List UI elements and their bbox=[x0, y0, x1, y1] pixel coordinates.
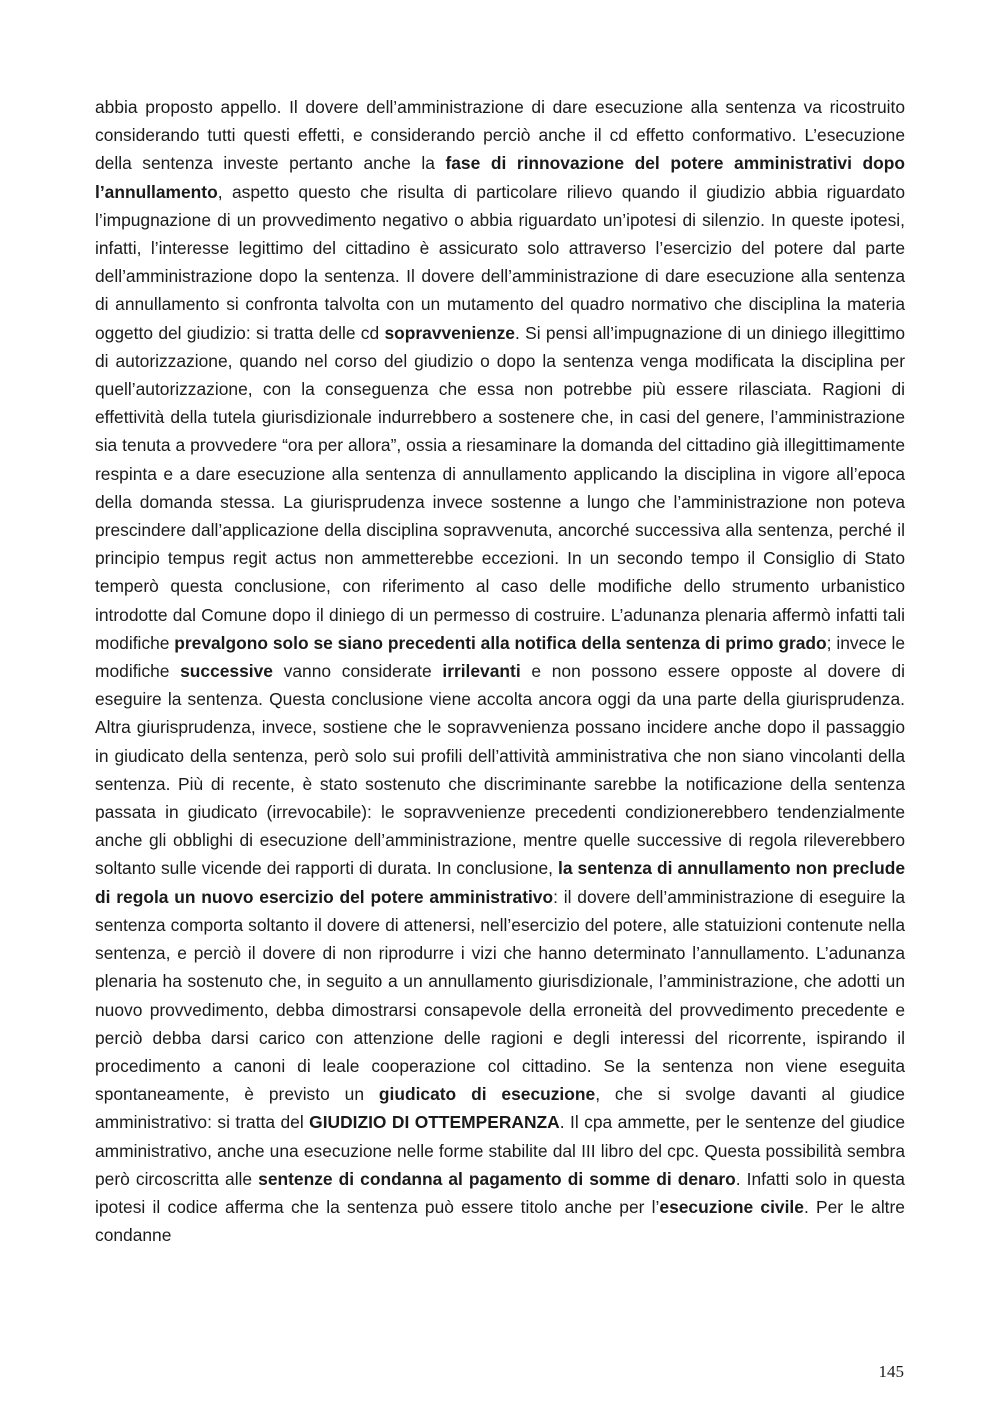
body-paragraph bbox=[95, 93, 905, 1249]
text-run: ; invece le modifiche bbox=[95, 632, 905, 682]
text-run: . Il cpa ammette, per le sentenze del giudice amministrativo, anche una esecuzione nelle forme stabilite dal III libro del cpc. Questa possibilità sembra però circoscritta alle bbox=[95, 1112, 906, 1189]
text-run: abbia proposto appello. Il dovere dell’amministrazione di dare esecuzione alla sentenza va ricostruito considerando tutti questi effetti, e considerando perciò anche il cd effetto conformativo. L’esecuzione della sentenza investe pertanto anche la bbox=[95, 97, 905, 174]
text-run: e non possono essere opposte al dovere di eseguire la sentenza. Questa conclusione viene accolta ancora oggi da una parte della giurisprudenza. Altra giurisprudenza, invece, sostiene che le sopravvenienza possano incidere anche dopo il passaggio in giudicato della sentenza, però solo sui profili dell’attività amministrativa che non siano vincolanti della sentenza. Più di recente, è stato sostenuto che discriminante sarebbe la notificazione della sentenza passata in giudicato (irrevocabile): le sopravvenienze precedenti condizionerebbero tendenzialmente anche gli obblighi di esecuzione dell’amministrazione, mentre quelle successive di regola rileverebbero soltanto sulle vicende dei rapporti di durata. In conclusione, bbox=[95, 661, 905, 879]
bold-run: irrilevanti bbox=[442, 661, 521, 682]
text-run: . Per le altre condanne bbox=[95, 1196, 905, 1246]
text-run: vanno considerate bbox=[272, 661, 443, 682]
bold-run: esecuzione civile bbox=[659, 1196, 804, 1217]
bold-run: la sentenza di annullamento non preclude di regola un nuovo esercizio del potere amministrativo bbox=[95, 858, 905, 907]
bold-run: giudicato di esecuzione bbox=[378, 1084, 596, 1105]
text-run: : il dovere dell’amministrazione di eseguire la sentenza comporta soltanto il dovere di attenersi, nell’esercizio del potere, alle statuizioni contenute nella sentenza, e perciò il dovere di non riprodurre i vizi che hanno determinato l’annullamento. L’adunanza plenaria ha sostenuto che, in seguito a un annullamento giurisdizionale, l’amministrazione, che adotti un nuovo provvedimento, debba dimostrarsi consapevole della erroneità del provvedimento precedente e perciò debba darsi carico con attenzione delle ragioni e degli interessi del ricorrente, ispirando il procedimento a canoni di leale cooperazione col cittadino. Se la sentenza non viene eseguita spontaneamente, è previsto un bbox=[95, 886, 905, 1105]
page-number: 145 bbox=[878, 1362, 904, 1381]
bold-run: sopravvenienze bbox=[384, 322, 515, 343]
text-run: . Si pensi all’impugnazione di un diniego illegittimo di autorizzazione, quando nel corso del giudizio o dopo la sentenza venga modificata la disciplina per quell’autorizzazione, con la conseguenza che essa non potrebbe più essere rilasciata. Ragioni di effettività della tutela giurisdizionale indurrebbero a sostenere che, in casi del genere, l’amministrazione sia tenuta a provvedere “ora per allora”, ossia a riesaminare la domanda del cittadino già illegittimamente respinta e a dare esecuzione alla sentenza di annullamento applicando la disciplina in vigore all’epoca della domanda stessa. La giurisprudenza invece sostenne a lungo che l’amministrazione non poteva prescindere dall’applicazione della disciplina sopravvenuta, ancorché successiva alla sentenza, perché il principio tempus regit actus non ammetterebbe eccezioni. In un secondo tempo il Consiglio di Stato temperò questa conclusione, con riferimento al caso delle modifiche dello strumento urbanistico introdotte dal Comune dopo il diniego di un permesso di costruire. L’adunanza plenaria affermò infatti tali modifiche bbox=[95, 322, 905, 653]
bold-run: fase di rinnovazione del potere amministrativi dopo l’annullamento bbox=[95, 153, 905, 202]
bold-run: sentenze di condanna al pagamento di somme di denaro bbox=[258, 1168, 736, 1189]
bold-run: prevalgono solo se siano precedenti alla notifica della sentenza di primo grado bbox=[174, 632, 827, 653]
bold-run: successive bbox=[180, 661, 273, 682]
text-run: . Infatti solo in questa ipotesi il codice afferma che la sentenza può essere titolo anche per l’ bbox=[95, 1168, 905, 1217]
bold-run: GIUDIZIO DI OTTEMPERANZA bbox=[309, 1112, 560, 1133]
document-page bbox=[95, 93, 905, 1249]
text-run: , aspetto questo che risulta di particolare rilievo quando il giudizio abbia riguardato l’impugnazione di un provvedimento negativo o abbia riguardato un’ipotesi di silenzio. In queste ipotesi, infatti, l’interesse legittimo del cittadino è assicurato solo attraverso l’esercizio del potere dal parte dell’amministrazione dopo la sentenza. Il dovere dell’amministrazione di dare esecuzione alla sentenza di annullamento si confronta talvolta con un mutamento del quadro normativo che disciplina la materia oggetto del giudizio: si tratta delle cd bbox=[95, 181, 905, 343]
text-run: , che si svolge davanti al giudice amministrativo: si tratta del bbox=[95, 1084, 905, 1133]
